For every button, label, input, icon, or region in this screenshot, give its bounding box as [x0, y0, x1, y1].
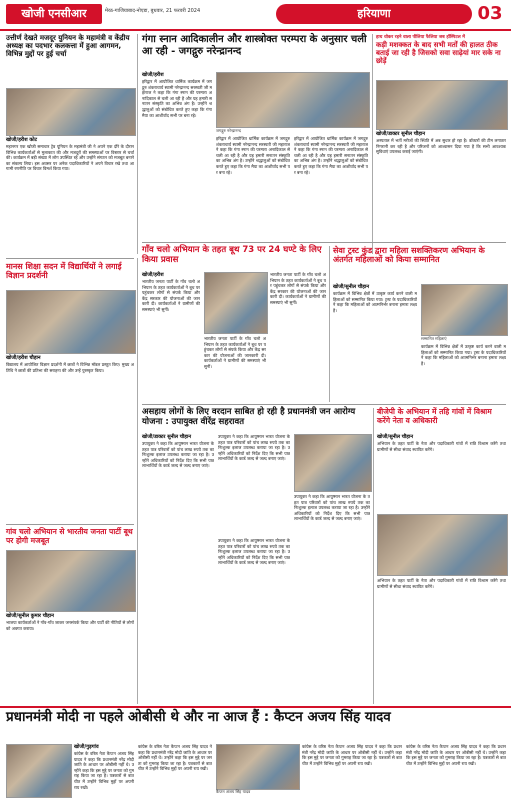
body-ayushman-col2: उपायुक्त ने कहा कि आयुष्मान भारत योजना के तहत पात्र परिवारों को पांच लाख रुपये तक का निःशुल्क इलाज उपलब्ध कराया जा रहा है। उन्होंने अधिकारियों को निर्देश दिए कि सभी पात्र लाभार्थियों के कार्ड जल्द से जल्द बनाए जाएं।	[218, 434, 290, 462]
byline-left-top: खोजी/हरीश कोट	[6, 137, 38, 143]
photo-bottom-2	[216, 744, 300, 790]
headline-right-top: कड़ी मशक्कत के बाद सभी मतों की हालत ठीक बताई जा रही है जिसको सवा साढ़ेयां मार सके ना छोड़ें	[376, 41, 501, 66]
caption-main: जगद्गुरु नरेन्द्रानन्द	[216, 128, 241, 133]
section-rule	[142, 404, 506, 405]
body-ayushman-col3: उपायुक्त ने कहा कि आयुष्मान भारत योजना के तहत पात्र परिवारों को पांच लाख रुपये तक का निःशुल्क इलाज उपलब्ध कराया जा रहा है। उन्होंने अधिकारियों को निर्देश दिए कि सभी पात्र लाभार्थियों के कार्ड जल्द से जल्द बनाए जाएं।	[218, 538, 290, 566]
photo-bottom	[6, 744, 72, 798]
caption-bottom: कैप्टन अजय सिंह यादव	[216, 789, 251, 794]
photo-manas	[6, 290, 136, 354]
byline-ayushman: खोजी/डाक्टर सुनील चौहान	[142, 434, 191, 440]
column-divider	[329, 246, 330, 402]
body-bottom-col2: कांग्रेस के वरिष्ठ नेता कैप्टन अजय सिंह यादव ने कहा कि प्रधानमंत्री नरेंद्र मोदी जाति के आधार पर ओबीसी नहीं थे। उन्होंने कहा कि इस मुद्दे पर जनता को गुमराह किया जा रहा है। पत्रकारों से बातचीत में उन्होंने विभिन्न मुद्दों पर अपनी राय रखी।	[138, 744, 212, 772]
body-seva-col2: कार्यक्रम में विभिन्न क्षेत्रों में उत्कृष्ट कार्य करने वाली महिलाओं को सम्मानित किया गया। ट्रस्ट के पदाधिकारियों ने कहा कि महिलाओं को आत्मनिर्भर बनाना हमारा लक्ष्य है।	[421, 344, 506, 366]
body-gaon-col3: भारतीय जनता पार्टी के गाँव चलो अभियान के तहत कार्यकर्ताओं ने बूथ पर पहुंचकर लोगों से संपर्क किया और केंद्र सरकार की योजनाओं की जानकारी दी। कार्यकर्ताओं ने ग्रामीणों की समस्याएं भी सुनीं।	[270, 272, 326, 305]
column-divider	[137, 258, 138, 704]
photo-main	[216, 72, 370, 128]
page-number: 03	[477, 3, 503, 24]
body-right-top: अस्पताल में भर्ती मरीजों की स्थिति में अब सुधार हो रहा है। डॉक्टरों की टीम लगातार निगरानी कर रही है और परिजनों को आश्वासन दिया गया है कि सभी आवश्यक सुविधाएं उपलब्ध कराई जाएंगी।	[376, 138, 506, 155]
body-left-top: महानगर एक खोजी समाचार ट्रेड यूनियन के महामंत्री जी ने अपने एक दौरे के दौरान विभिन्न कार्यकर्ताओं से मुलाकात की और मजदूरों की समस्याओं पर विस्तार से चर्चा की। कार्यक्रम में बड़ी संख्या में लोग उपस्थित रहे और उन्होंने संगठन को मजबूत बनाने का संकल्प लिया। इस अवसर पर अनेक पदाधिकारियों ने अपने विचार रखे तथा आगामी रणनीति पर विचार विमर्श किया गया।	[6, 144, 134, 172]
photo-gaon2	[6, 550, 136, 612]
headline-bjp: बीजेपी के अभियान में तहि गांवों में विश्राम करेंगे नेता व अधिकारी	[377, 407, 492, 425]
photo-seva	[421, 284, 508, 336]
body-gaon-col2: भारतीय जनता पार्टी के गाँव चलो अभियान के तहत कार्यकर्ताओं ने बूथ पर पहुंचकर लोगों से संपर्क किया और केंद्र सरकार की योजनाओं की जानकारी दी। कार्यकर्ताओं ने ग्रामीणों की समस्याएं भी सुनीं।	[204, 336, 266, 369]
body-bjp: अभियान के तहत पार्टी के नेता और पदाधिकारी गांवों में रात्रि विश्राम करेंगे तथा ग्रामीणों से सीधा संवाद स्थापित करेंगे।	[377, 441, 506, 452]
column-divider	[373, 408, 374, 704]
headline-left-top: उत्तीर्ण देखते मजदूर युनियन के महामंत्री व केंद्रीय अध्यक्ष का पदभार कलकत्ता में हुआ आगमन, विभिन्न मुद्दों पर हुई चर्चा	[6, 34, 130, 59]
byline-gaon2: खोजी/सुनील कुमार चौहान	[6, 613, 54, 619]
body-seva-col1: कार्यक्रम में विभिन्न क्षेत्रों में उत्कृष्ट कार्य करने वाली महिलाओं को सम्मानित किया गया। ट्रस्ट के पदाधिकारियों ने कहा कि महिलाओं को आत्मनिर्भर बनाना हमारा लक्ष्य है।	[333, 291, 417, 313]
body-bottom-col4: कांग्रेस के वरिष्ठ नेता कैप्टन अजय सिंह यादव ने कहा कि प्रधानमंत्री नरेंद्र मोदी जाति के आधार पर ओबीसी नहीं थे। उन्होंने कहा कि इस मुद्दे पर जनता को गुमराह किया जा रहा है। पत्रकारों से बातचीत में उन्होंने विभिन्न मुद्दों पर अपनी राय रखी।	[406, 744, 506, 766]
byline-seva: खोजी/सुनील चौहान	[333, 284, 369, 290]
brand-logo: खोजी एनसीआर	[6, 4, 102, 24]
byline-bjp: खोजी/सुनील चौहान	[377, 434, 413, 440]
section-rule	[6, 258, 134, 259]
caption-seva: सम्मानित महिलाएं	[421, 336, 447, 341]
headline-seva: सेवा ट्रस्ट कुंड द्वारा महिला सशक्तिकरण अभियान के अंतर्गत महिलाओं को किया सम्मानित	[333, 246, 485, 265]
body-gaon-col1: भारतीय जनता पार्टी के गाँव चलो अभियान के तहत कार्यकर्ताओं ने बूथ पर पहुंचकर लोगों से संपर्क किया और केंद्र सरकार की योजनाओं की जानकारी दी। कार्यकर्ताओं ने ग्रामीणों की समस्याएं भी सुनीं।	[142, 279, 200, 312]
byline-manas: खोजी/हरीश चौहान	[6, 355, 41, 361]
headline-ayushman: असहाय लोगों के लिए वरदान साबित हो रही है प्रधानमंत्री जन आरोग्य योजना : उपायुक्त वीरेंद्र सहरावत	[142, 407, 356, 427]
byline-bottom: खोजी/गुड़गांव	[74, 744, 99, 750]
headline-gaon: गाँव चलो अभियान के तहत बूथ 73 पर 24 घण्टे के लिए किया प्रवास	[142, 245, 322, 265]
photo-left-top	[6, 88, 136, 136]
body-ayushman-col4: उपायुक्त ने कहा कि आयुष्मान भारत योजना के तहत पात्र परिवारों को पांच लाख रुपये तक का निःशुल्क इलाज उपलब्ध कराया जा रहा है। उन्होंने अधिकारियों को निर्देश दिए कि सभी पात्र लाभार्थियों के कार्ड जल्द से जल्द बनाए जाएं।	[294, 494, 370, 522]
body-main-col1: हरिद्वार में आयोजित धार्मिक कार्यक्रम में जगद्गुरु शंकराचार्य स्वामी नरेन्द्रानन्द सरस्वती जी महाराज ने कहा कि गंगा स्नान की परम्परा अनादिकाल से चली आ रही है और यह हमारी सनातन संस्कृति का अभिन्न अंग है। उन्होंने श्रद्धालुओं को संबोधित करते हुए कहा कि गंगा मैया का आशीर्वाद सभी पर बना रहे।	[142, 79, 212, 118]
body-gaon2: भाजपा कार्यकर्ताओं ने गाँव-गाँव जाकर जनसंपर्क किया और पार्टी की नीतियों से लोगों को अवगत कराया।	[6, 620, 134, 631]
section-rule	[6, 524, 134, 525]
section-title: हरियाणा	[276, 4, 472, 24]
headline-bottom: प्रधानमंत्री मोदी ना पहले ओबीसी थे और ना आज हैं : कैप्टन अजय सिंह यादव	[6, 709, 391, 725]
body-bottom-col3: कांग्रेस के वरिष्ठ नेता कैप्टन अजय सिंह यादव ने कहा कि प्रधानमंत्री नरेंद्र मोदी जाति के आधार पर ओबीसी नहीं थे। उन्होंने कहा कि इस मुद्दे पर जनता को गुमराह किया जा रहा है। पत्रकारों से बातचीत में उन्होंने विभिन्न मुद्दों पर अपनी राय रखी।	[302, 744, 402, 766]
headline-main: गंगा स्नान आदिकालीन और शास्त्रोक्त परम्परा के अनुसार चली आ रही - जगद्गुरु नरेन्द्रानन्द	[142, 34, 367, 57]
section-rule	[142, 242, 506, 243]
dateline: मेरठ-गाजियाबाद-नोएडा, बुधवार, 21 फरवरी 2024	[105, 8, 201, 14]
byline-main: खोजी/हरीश	[142, 72, 164, 78]
photo-bjp	[377, 514, 508, 576]
photo-gaon	[204, 272, 268, 334]
masthead-rule	[0, 29, 511, 31]
column-divider	[372, 34, 373, 254]
body-main-col3: हरिद्वार में आयोजित धार्मिक कार्यक्रम में जगद्गुरु शंकराचार्य स्वामी नरेन्द्रानन्द सरस्वती जी महाराज ने कहा कि गंगा स्नान की परम्परा अनादिकाल से चली आ रही है और यह हमारी सनातन संस्कृति का अभिन्न अंग है। उन्होंने श्रद्धालुओं को संबोधित करते हुए कहा कि गंगा मैया का आशीर्वाद सभी पर बना रहे।	[294, 136, 368, 175]
body-bottom-col1: कांग्रेस के वरिष्ठ नेता कैप्टन अजय सिंह यादव ने कहा कि प्रधानमंत्री नरेंद्र मोदी जाति के आधार पर ओबीसी नहीं थे। उन्होंने कहा कि इस मुद्दे पर जनता को गुमराह किया जा रहा है। पत्रकारों से बातचीत में उन्होंने विभिन्न मुद्दों पर अपनी राय रखी।	[74, 751, 134, 790]
kicker-right-top: हाथ धोकर रहने वाला पीलिया फैलिया जब हॉस्पिटल में	[376, 35, 465, 40]
column-divider	[137, 34, 138, 254]
body-manas: विद्यालय में आयोजित विज्ञान प्रदर्शनी में छात्रों ने विभिन्न मॉडल प्रस्तुत किए। मुख्य अतिथि ने छात्रों की प्रतिभा की सराहना की और उन्हें पुरस्कृत किया।	[6, 362, 134, 373]
headline-gaon2: गांव चलो अभियान से भारतीय जनता पार्टी बूथ पर होगी मजबूत	[6, 527, 133, 545]
section-rule	[0, 706, 511, 708]
photo-ayushman	[294, 434, 372, 492]
body-main-col2: हरिद्वार में आयोजित धार्मिक कार्यक्रम में जगद्गुरु शंकराचार्य स्वामी नरेन्द्रानन्द सरस्वती जी महाराज ने कहा कि गंगा स्नान की परम्परा अनादिकाल से चली आ रही है और यह हमारी सनातन संस्कृति का अभिन्न अंग है। उन्होंने श्रद्धालुओं को संबोधित करते हुए कहा कि गंगा मैया का आशीर्वाद सभी पर बना रहे।	[216, 136, 290, 175]
byline-right-top: खोजी/डाक्टर सुनील चौहान	[376, 131, 425, 137]
byline-gaon: खोजी/हरीश	[142, 272, 164, 278]
body-bjp-2: अभियान के तहत पार्टी के नेता और पदाधिकारी गांवों में रात्रि विश्राम करेंगे तथा ग्रामीणों से सीधा संवाद स्थापित करेंगे।	[377, 578, 506, 589]
photo-right-top	[376, 80, 508, 130]
body-ayushman-col1: उपायुक्त ने कहा कि आयुष्मान भारत योजना के तहत पात्र परिवारों को पांच लाख रुपये तक का निःशुल्क इलाज उपलब्ध कराया जा रहा है। उन्होंने अधिकारियों को निर्देश दिए कि सभी पात्र लाभार्थियों के कार्ड जल्द से जल्द बनाए जाएं।	[142, 441, 214, 469]
headline-manas: मानस शिक्षा सदन में विद्यार्थियों ने लगाई विज्ञान प्रदर्शनी	[6, 262, 122, 281]
